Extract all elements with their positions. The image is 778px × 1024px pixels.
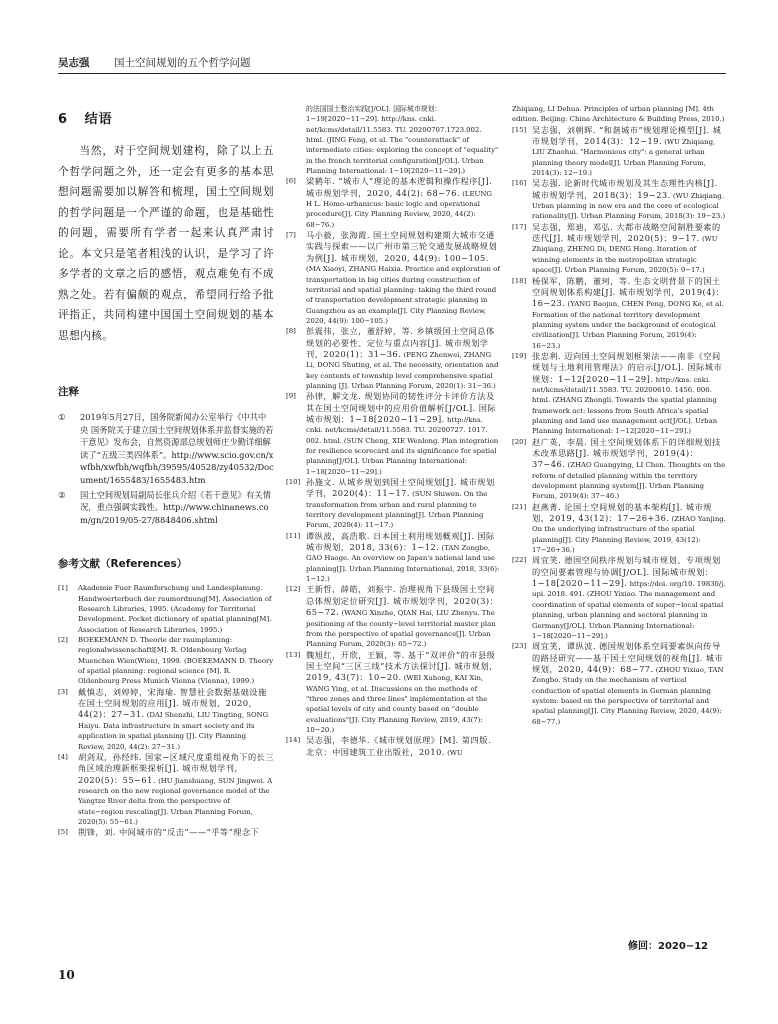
reference-body (78, 827, 274, 838)
reference-text: 1−19[2020−11−29]. http://kns. cnki. net/kcms/detail/11.5583. TU. 20200707.1723.002. html. (JING Feng, et al. The "counterattack" of intermediate cities: exploring the concept of "equality" in the french territorial configuration[J/OL]. Urban Planning International: 1−19[2020−11−29].) (306, 115, 499, 176)
reference-item (286, 531, 500, 585)
note-item (58, 489, 274, 527)
reference-text-zh: 吴志强，郑迪，邓弘. 大都市战略空间制胜要素的迭代[J]. 城市规划学刊，2020(5)：9−17. (532, 221, 721, 244)
reference-item (512, 178, 726, 221)
reference-item (512, 555, 726, 641)
reference-number: [5] (58, 828, 68, 837)
reference-number: [7] (286, 231, 296, 240)
reference-number: [14] (286, 736, 301, 745)
note-number: ① (58, 412, 66, 422)
reference-number: [21] (512, 502, 527, 511)
reference-body (306, 326, 500, 391)
notes-heading: 注释 (58, 386, 79, 398)
reference-number: [4] (58, 752, 68, 761)
reference-text-zh: 魏旭红，开欣，王颖，等. 基于“双评价”的市县级国土空间“三区三线”技术方法探讨[J]. 城市规划，2019, 43(7)：10−20. (306, 649, 498, 683)
reference-item (512, 641, 726, 727)
reference-body (306, 391, 500, 477)
reference-item (58, 827, 274, 838)
reference-text: (DAI Shenzhi, LIU Tingting, SONG Haiyu. Data infrastructure in smart society and its application in spatial planning [J]. City Planning Review, 2020, 44(2): 27−31.) (78, 711, 269, 751)
reference-body (306, 230, 500, 326)
reference-item (286, 477, 500, 531)
reference-item (512, 276, 726, 351)
reference-number: [11] (286, 531, 301, 540)
reference-item (286, 584, 500, 649)
reference-number: [2] (58, 636, 68, 645)
references-list-col3 (512, 104, 726, 727)
reference-text-zh: 赵燕菁. 论国土空间规划的基本架构[J]. 城市规划，2019, 43(12)：17−26+36. (532, 501, 712, 524)
reference-text-zh: 孙施文. 从城乡规划到国土空间规划[J]. 城市规划学刊，2020(4)：11−17. (306, 477, 495, 499)
reference-body (78, 635, 274, 687)
reference-body (306, 735, 500, 758)
reference-body (306, 650, 500, 736)
reference-text-zh: 彭震伟，张立，董舒婷，等. 乡镇级国土空间总体规划的必要性、定位与重点内容[J]. 城市规划学刊，2020(1)：31−36. (306, 326, 495, 359)
reference-continuation (512, 104, 726, 125)
reference-text-zh: 周宜笑. 德国空间秩序规划与城市规划、专项规划的空间要素管理与协调[J/OL]. 国际城市规划：1−18[2020−11−29]. (532, 555, 721, 589)
reference-text: BOEKEMANN D. Theorie der raumplanung: regionalwissenschaftl[M]. R. Oldenbourg Verlag Muenchen Wien(Wien), 1999. (BOEKEMANN D. Theory of spatial planning: regional science [M]. R. Oldenbourg Press Munich Vienna (Vienna), 1999.) (78, 636, 274, 686)
references-list-col2 (286, 104, 500, 758)
reference-item (512, 351, 726, 437)
note-text: 国土空间规划局副局长张兵介绍《若干意见》有关情况，重点强调实践性。http://www.chinanews.com/gn/2019/05-27/8848406.shtml (80, 489, 271, 525)
reference-text-zh: 荆锋，刘. 中间城市的“反击”——“乎等”理念下 (78, 827, 260, 838)
reference-text: (WANG Xinzhe, QIAN Hai, LIU Zhenyu. The positioning of the county−level territorial master plan from the perspective of spatial governance[J]. Urban Planning Forum, 2020(3): 65−72.) (306, 609, 496, 649)
reference-body (306, 477, 500, 531)
reference-number: [9] (286, 392, 296, 401)
reference-text: (PENG Zhenwei, ZHANG Li, DONG Shuting, et al. The necessity, orientation and key contents of township level comprehensive spatial planning [J]. Urban Planning Forum, 2020(1): 31−36.) (306, 350, 499, 390)
reference-text: (HU Jianshuang, SUN Jingwei. A research on the new regional governance model of the Yangtze River delta from the perspective of state−region rescaling[J]. Urban Planning Forum, 2020(5): 55−61.) (78, 776, 273, 826)
header-author: 吴志强 (58, 57, 90, 69)
reference-item (286, 176, 500, 230)
reference-text-zh: 梁鹤年. “城市人”理论的基本逻辑和操作程序[J]. 城市规划学刊，2020, 44(2): 68−76. (306, 176, 493, 198)
reference-text: (ZHAO Yanjing. On the underlying infrastructure of the spatial planning[J]. City Planning Review, 2019, 43(12): 17−26+36.) (532, 515, 726, 555)
reference-body (78, 752, 274, 827)
reference-item (512, 222, 726, 276)
reference-text-zh: 胡剑双，孙经纬. 国家−区域尺度重组视角下的长三角区域治理新框架探析[J]. 城市规划学刊，2020(5)：55−61. (78, 751, 275, 785)
reference-text: (WU Zhiqiang, ZHENG Di, DENG Hong. Iteration of winning elements in the metropolitan strategic space[J]. Urban Planning Forum, 2020(5): 9−17.) (532, 235, 718, 275)
column-2 (286, 104, 500, 758)
reference-number: [13] (286, 650, 301, 659)
reference-text-zh: 吴志强，刘朝晖. “和谐城市”规划理论模型[J]. 城市规划学刊，2014(3)：12−19. (532, 124, 722, 147)
conclusion-paragraph: 当然，对于空间规划建构，除了以上五个哲学问题之外，还一定会有更多的基本思想问题需要加以解答和梳理，国土空间规划的哲学问题是一个严谨的命题，也是基础性的问题，需要所有学者一起来认真严肃讨论。本文只是笔者粗浅的认识，是学习了许多学者的文章之后的感悟，观点难免有不成熟之处。若有偏颇的观点，希望同行给予批评指正，共同构建中国国土空间规划的基本思想内核。 (58, 144, 274, 342)
reference-text: (ZHAO Guangying, LI Chen. Thoughts on the reform of detailed planning within the territory development planning system[J]. Urban Planning Forum, 2019(4): 37−46.) (532, 461, 726, 501)
reference-body (532, 276, 726, 351)
reference-body (532, 178, 726, 221)
reference-text-zh: 吴志强. 论新时代城市规划及其生态理性内核[J]. 城市规划学刊，2018(3)：19−23. (532, 178, 718, 200)
reference-number: [16] (512, 179, 527, 188)
reference-number: [19] (512, 351, 527, 360)
reference-text-zh: 孙律，解文龙. 规划协同的韧性评分卡评价方法及其在国土空间规划中的应用价值解析[J/OL]. 国际城市规划：1−18[2020−11−29]. (306, 391, 497, 424)
note-item (58, 411, 274, 487)
reference-text: (TAN Zongbo, GAO Haoge. An overview on Japan's national land use planning[J]. Urban Planning International, 2018, 33(6): 1−12.) (306, 544, 500, 584)
reference-body (306, 176, 500, 230)
reference-text-zh: 吴志强，李德华.《城市规划原理》[M]. 第四版. 北京：中国建筑工业出版社，2010. (306, 735, 492, 757)
reference-text: http://kns. cnki. net/kcms/detail/11.5583. TU. 20200727. 1017. 002. html. (SUN Cheng, XIE Wenlong. Plan integration for resilience scorecard and its significance for spatial planning[J/OL]. Urban Planning International: 1−18[2020−11−29].) (306, 415, 499, 476)
reference-number: [8] (286, 327, 296, 336)
reference-text-zh: 谭纵波，高浩歌. 日本国土利用规划概观[J]. 国际城市规划，2018, 33(6)：1−12. (306, 530, 495, 553)
references-heading: 参考文献（References） (58, 558, 188, 571)
reference-body (78, 583, 274, 635)
reference-text-zh: 赵广英，李晨. 国土空间规划体系下的详细规划技术改革思路[J]. 城市规划学刊，2019(4)：37−46. (532, 436, 721, 470)
reference-number: [18] (512, 276, 527, 285)
reference-item (58, 752, 274, 827)
reference-number: [6] (286, 177, 296, 186)
reference-item (286, 326, 500, 391)
reference-item (286, 650, 500, 736)
reference-text: (MA Xiaoyi, ZHANG Haixia. Practice and exploration of transportation in big cities during construction of territorial and spatial planning: taking the third round of transportation development strategic planning in Guangzhou as an example[J]. City Planning Review, 2020, 44(9): 100−105.) (306, 265, 500, 325)
header-title: 国土空间规划的五个哲学问题 (114, 57, 251, 69)
reference-number: [3] (58, 687, 68, 696)
reference-number: [10] (286, 478, 301, 487)
reference-text: (SUN Shiwen. On the transformation from urban and rural planning to territory development planning[J]. Urban Planning Forum, 2020(4): 11−17.) (306, 490, 488, 530)
conclusion-heading (58, 108, 274, 127)
reference-number: [15] (512, 125, 527, 134)
reference-body (532, 641, 726, 727)
reference-text-zh: 张忠利. 迈向国土空间规划框架法——南非《空间规划与土地利用管理法》的启示[J/OL]. 国际城市规划：1−12[2020−11−29]. (532, 350, 723, 384)
reference-text: (LEUNG H L. Homo-urbanicus: basic logic and operational procedure[J]. City Planning Review, 2020, 44(2): 68−76.) (306, 189, 492, 229)
reference-text: (WU Zhiqiang. Urban planning in new era and the core of ecological rationality[J]. Urban Planning Forum, 2018(3): 19−23.) (532, 191, 726, 221)
reference-body (532, 222, 726, 276)
reference-number: [1] (58, 584, 68, 593)
reference-item (58, 583, 274, 635)
reference-text: (WEI Xuhong, KAI Xin, WANG Ying, et al. Discussions on the methods of "three zones and three lines" implementation at the spatial levels of city and county based on "double evaluations"[J]. City Planning Review, 2019, 43(7): 10−20.) (306, 674, 488, 734)
reference-text: (WU (444, 748, 463, 757)
reference-item (512, 437, 726, 502)
reference-text: Akademie Fuer Raumforschung und Landesplanung. Handwoerterbuch der raumordnung[M]. Association of Research Libraries, 1995. (Academy for Territorial Development. Pocket dictionary of spatial planning[M]. Association of Research Libraries, 1995.) (78, 584, 272, 634)
reference-item (512, 502, 726, 556)
reference-text-zh: 王新哲，薛皓，刘振宇. 治理视角下县级国土空间总体规划定位研究[J]. 城市规划学刊，2020(3)：65−72. (306, 584, 499, 618)
note-text: 2019年5月27日，国务院新闻办公室举行《中共中央 国务院关于建立国土空间规划体系并监督实施的若干意见》发布会，自然资源部总规划师庄少勤详细解读了“五级三类四体系”。http://www.scio.gov.cn/xwfbh/xwfbh/wqfbh/39595/40528/zy40532/Document/1655483/1655483.htm (80, 412, 274, 485)
section-title: 结语 (84, 112, 113, 127)
reference-body (532, 502, 726, 556)
reference-body (78, 687, 274, 752)
reference-number: [23] (512, 642, 527, 651)
reference-text: Zhiqiang, LI Dehua. Principles of urban planning [M]. 4th edition. Beijing: China Architecture & Building Press, 2010.) (512, 105, 725, 124)
reference-body (532, 125, 726, 179)
column-1 (58, 104, 274, 839)
running-header (58, 50, 726, 72)
reference-text-zh: 周宜笑，谭纵波. 德国规划体系空间要素纵向传导的路径研究——基于国土空间规划的视角[J]. 城市规划，2020, 44(9)：68−77. (532, 641, 724, 674)
reference-item (58, 635, 274, 687)
reference-item (286, 230, 500, 326)
references-list-col1 (58, 583, 274, 838)
page-number: 10 (58, 968, 75, 982)
note-number: ② (58, 489, 66, 500)
reference-item (286, 391, 500, 477)
reference-item (512, 125, 726, 179)
reference-body (532, 437, 726, 502)
reference-number: [17] (512, 222, 527, 231)
reference-number: [12] (286, 585, 301, 594)
header-rule (58, 73, 726, 74)
notes-list (58, 411, 274, 526)
reference-text: (YANG Baojun, CHEN Peng, DONG Ke, et al. Formation of the national territory development planning system under the background of ecological civilization[J]. Urban Planning Forum, 2019(4): 16−23.) (532, 300, 724, 350)
reference-text-zh: 的法国国土整治实践[J/OL]. 国际城市规划： (306, 105, 442, 113)
reference-text: (ZHOU Yixiao, TAN Zongbo. Study on the mechanism of vertical conduction of spatial elements in German planning system: based on the perspective of territorial and spatial planning[J]. City Planning Review, 2020, 44(9): 68−77.) (532, 665, 724, 726)
reference-item (286, 735, 500, 758)
reference-body (306, 531, 500, 585)
section-number: 6 (58, 112, 69, 127)
reference-text-zh: 杨保军，陈鹏，董珂，等. 生态文明背景下的国土空间规划体系构建[J]. 城市规划学刊，2019(4)：16−23. (532, 275, 725, 309)
reference-body (532, 555, 726, 641)
reference-text: https://doi. org/10. 19830/j. upi. 2018. 491. (ZHOU Yixiao. The management and coordination of spatial elements of super−local spatial planning, urban planning and sectoral planning in Germany[J/OL]. Urban Planning International: 1−18[2020−11−29].) (532, 580, 726, 640)
reference-text-zh: 戴慎志，刘婷婷，宋海瑜. 智慧社会数据基础设施在国土空间规划的应用[J]. 城市规划，2020，44(2)：27−31. (78, 686, 267, 720)
reference-text: http://kns. cnki. net/kcms/detail/11.5583. TU. 20200610. 1456. 006. html. (ZHANG Zhongli. Towards the spatial planning framework act: lessons from South Africa's spatial planning and land use management act[J/OL]. Urban Planning International: 1−12[2020−11−29].) (532, 375, 718, 436)
reference-number: [22] (512, 556, 527, 565)
reference-body (532, 351, 726, 437)
revision-date: 修回：2020−12 (628, 941, 709, 952)
reference-item (58, 687, 274, 752)
reference-text-zh: 马小毅，张海霞. 国土空间规划构建期大城市交通实践与探索——以广州市第三轮交通发展战略规划为例[J]. 城市规划，2020, 44(9): 100−105. (306, 230, 498, 263)
reference-continuation (286, 104, 500, 176)
reference-text: (WU Zhiqiang, LIU Zhaohui. "Harmonious city": a general urban planning theory model[J]. Urban Planning Forum, 2014(3): 12−19.) (532, 138, 716, 178)
reference-body (306, 584, 500, 649)
reference-number: [20] (512, 437, 527, 446)
column-3 (512, 104, 726, 727)
